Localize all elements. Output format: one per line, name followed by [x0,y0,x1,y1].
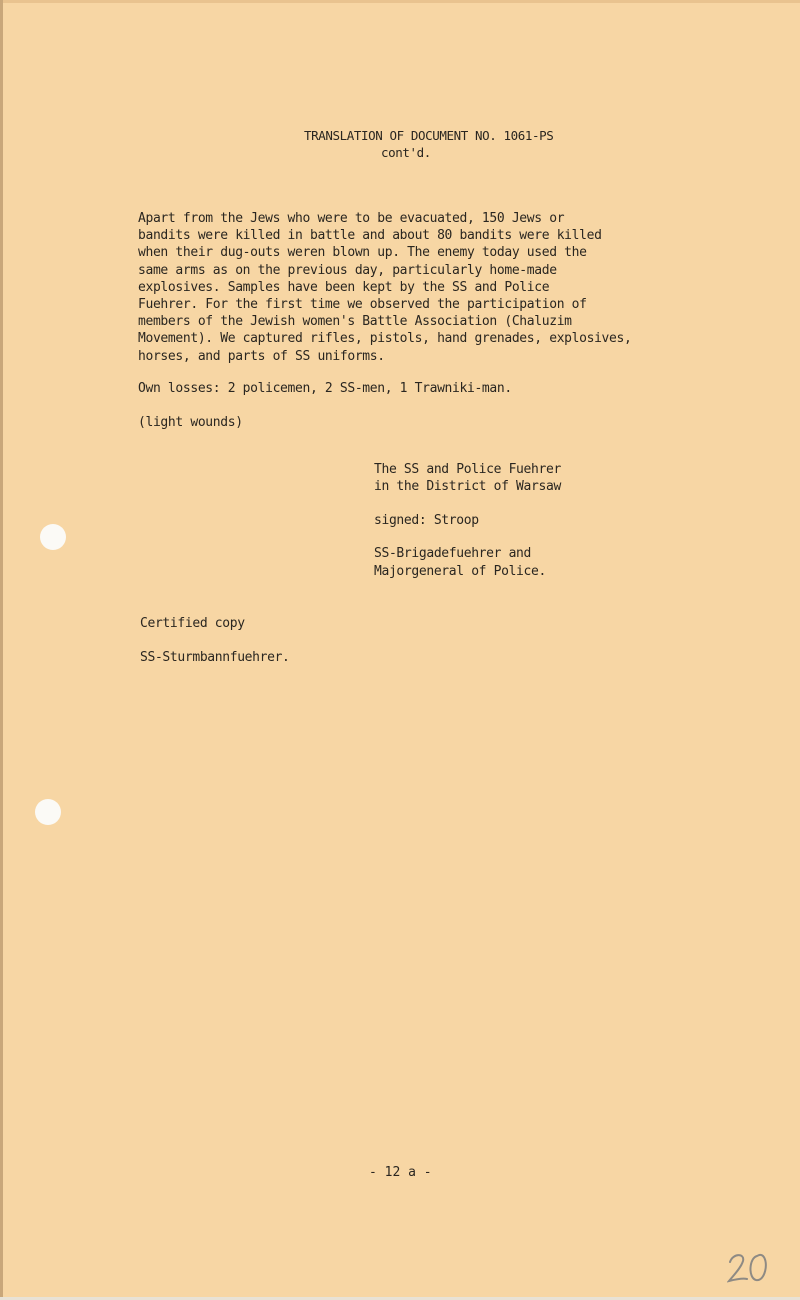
punch-hole-bottom [35,799,61,825]
paragraph-line: bandits were killed in battle and about 80 bandits were killed [138,228,602,244]
signature-title-line-2: in the District of Warsaw [374,479,561,494]
paragraph-line: same arms as on the previous day, particularly home-made [138,262,557,278]
signed-line: signed: Stroop [374,513,479,528]
document-title: TRANSLATION OF DOCUMENT NO. 1061-PS [304,128,554,143]
paragraph-line: when their dug-outs weren blown up. The enemy today used the [138,245,587,261]
losses-line: Own losses: 2 policemen, 2 SS-men, 1 Trawniki-man. [138,381,512,396]
paragraph-line: Apart from the Jews who were to be evacuated, 150 Jews or [138,211,565,226]
signature-title-line-1: The SS and Police Fuehrer [374,462,561,477]
paragraph-line: Movement). We captured rifles, pistols, hand grenades, explosives, [138,331,632,347]
paragraph-line: explosives. Samples have been kept by the SS and Police [138,279,550,295]
report-paragraph [138,210,698,365]
paragraph-line: Fuehrer. For the first time we observed the participation of [138,297,587,313]
page-number: - 12 a - [369,1165,432,1180]
punch-hole-top [40,524,66,550]
paper-left-edge [0,0,3,1300]
wounds-line: (light wounds) [138,415,243,430]
certifier-rank-line: SS-Sturmbannfuehrer. [140,650,290,665]
document-subtitle: cont'd. [381,145,431,160]
paragraph-line: members of the Jewish women's Battle Association (Chaluzim [138,314,572,330]
certified-copy-line: Certified copy [140,616,245,631]
rank-line-2: Majorgeneral of Police. [374,564,546,579]
handwritten-page-number [727,1250,773,1284]
paragraph-line: horses, and parts of SS uniforms. [138,348,385,364]
paper-top-edge [0,0,800,3]
rank-line-1: SS-Brigadefuehrer and [374,546,532,561]
